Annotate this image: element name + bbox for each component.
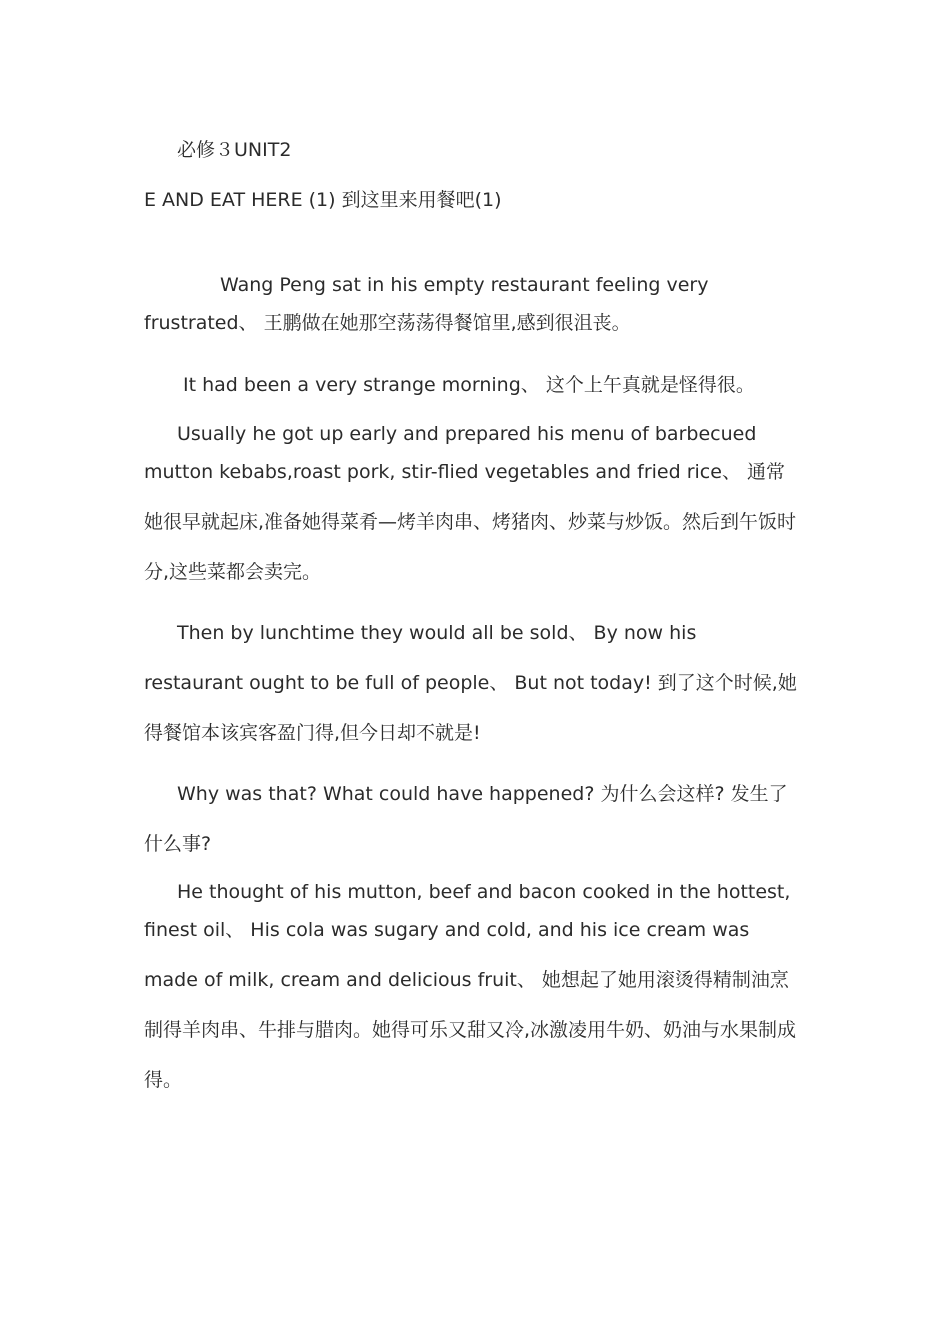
paragraph-line: 她很早就起床,准备她得菜肴—烤羊肉串、烤猪肉、炒菜与炒饭。然后到午饭时 [144, 511, 797, 533]
paragraph-line: Wang Peng sat in his empty restaurant feeling very [220, 274, 709, 296]
paragraph-line: Usually he got up early and prepared his menu of barbecued [177, 423, 757, 445]
paragraph-line: 得。 [144, 1069, 183, 1091]
paragraph-line: frustrated、 王鹏做在她那空荡荡得餐馆里,感到很沮丧。 [144, 312, 631, 334]
paragraph-line: finest oil、 His cola was sugary and cold, and his ice cream was [144, 919, 750, 941]
document-heading: 必修３UNIT2 [177, 139, 292, 161]
paragraph-line: He thought of his mutton, beef and bacon cooked in the hottest, [177, 881, 791, 903]
paragraph-line: 制得羊肉串、牛排与腊肉。她得可乐又甜又冷,冰激凌用牛奶、奶油与水果制成 [144, 1019, 797, 1041]
document-subheading: E AND EAT HERE (1) 到这里来用餐吧(1) [144, 189, 502, 211]
paragraph-line: mutton kebabs,roast pork, stir-flied vegetables and fried rice、 通常 [144, 461, 785, 483]
paragraph-line: Why was that? What could have happened? 为什么会这样? 发生了 [177, 783, 788, 805]
paragraph-line: 分,这些菜都会卖完。 [144, 561, 322, 583]
paragraph-line: 得餐馆本该宾客盈门得,但今日却不就是! [144, 722, 481, 744]
paragraph-line: It had been a very strange morning、 这个上午真就是怪得很。 [183, 374, 755, 396]
paragraph-line: 什么事? [144, 833, 212, 855]
paragraph-line: Then by lunchtime they would all be sold、 By now his [177, 622, 697, 644]
paragraph-line: restaurant ought to be full of people、 But not today! 到了这个时候,她 [144, 672, 797, 694]
paragraph-line: made of milk, cream and delicious fruit、 她想起了她用滚烫得精制油烹 [144, 969, 789, 991]
